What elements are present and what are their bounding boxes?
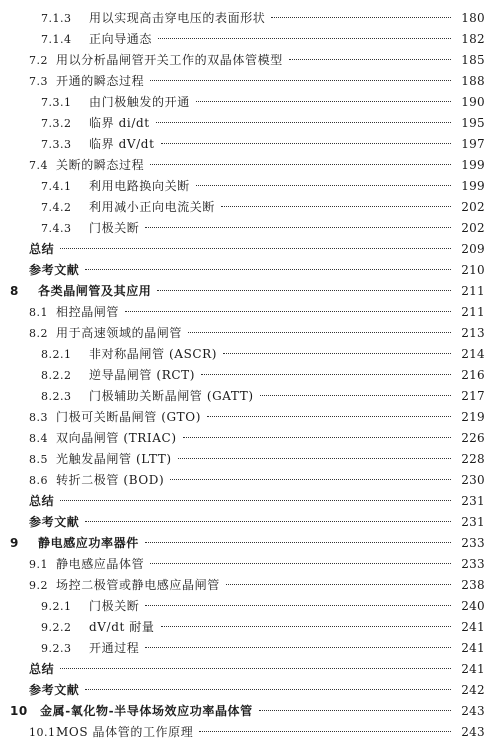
- dot-leader: [221, 206, 451, 207]
- toc-entry-title: 用于高速领域的晶闸管: [56, 326, 183, 340]
- toc-entry-title: 金属-氧化物-半导体场效应功率晶体管: [40, 704, 253, 718]
- dot-leader: [145, 605, 451, 606]
- dot-leader: [60, 500, 451, 501]
- dot-leader: [207, 416, 451, 417]
- dot-leader: [60, 668, 451, 669]
- toc-entry-title: 参考文献: [29, 263, 80, 277]
- dot-leader: [85, 269, 451, 270]
- toc-entry-title: 总结: [29, 494, 55, 508]
- dot-leader: [85, 689, 451, 690]
- toc-entry-page-number: 188: [461, 74, 485, 88]
- toc-entry-page-number: 217: [461, 389, 485, 403]
- toc-entry-title: 双向晶闸管 (TRIAC): [56, 431, 177, 445]
- toc-entry-page-number: 182: [461, 32, 485, 46]
- dot-leader: [178, 458, 451, 459]
- dot-leader: [85, 521, 451, 522]
- toc-entry-number: 7.1.4: [41, 33, 72, 46]
- dot-leader: [156, 122, 451, 123]
- toc-entry-page-number: 216: [461, 368, 485, 382]
- toc-entry-title: 相控晶闸管: [56, 305, 120, 319]
- dot-leader: [170, 479, 451, 480]
- toc-entry-page-number: 241: [461, 620, 485, 634]
- toc-section-entry: [0, 598, 499, 614]
- toc-entry-title: 用以分析晶闸管开关工作的双晶体管模型: [56, 53, 283, 67]
- dot-leader: [150, 164, 451, 165]
- toc-entry-title: 利用电路换向关断: [89, 179, 190, 193]
- toc-entry-number: 8.4: [29, 432, 48, 445]
- toc-entry-number: 10.1: [29, 726, 56, 739]
- toc-entry-page-number: 202: [461, 200, 485, 214]
- toc-entry-title: 门极辅助关断晶闸管 (GATT): [89, 389, 254, 403]
- toc-entry-title: 正向导通态: [89, 32, 153, 46]
- toc-section-entry: [0, 640, 499, 656]
- dot-leader: [161, 143, 451, 144]
- toc-entry-number: 9.1: [29, 558, 48, 571]
- toc-entry-title: 参考文献: [29, 515, 80, 529]
- toc-entry-page-number: 219: [461, 410, 485, 424]
- toc-entry-page-number: 197: [461, 137, 485, 151]
- toc-entry-title: 开通的瞬态过程: [56, 74, 145, 88]
- toc-entry-page-number: 195: [461, 116, 485, 130]
- toc-section-entry: [0, 577, 499, 593]
- toc-entry-title: 场控二极管或静电感应晶闸管: [56, 578, 220, 592]
- dot-leader: [199, 731, 451, 732]
- toc-entry-page-number: 241: [461, 641, 485, 655]
- toc-entry-page-number: 180: [461, 11, 485, 25]
- toc-entry-number: 8.2.2: [41, 369, 72, 382]
- toc-entry-number: 7.3.2: [41, 117, 72, 130]
- toc-entry-title: 总结: [29, 242, 55, 256]
- toc-entry-number: 8.2.3: [41, 390, 72, 403]
- toc-entry-number: 9.2.2: [41, 621, 72, 634]
- toc-section-entry: [0, 388, 499, 404]
- dot-leader: [60, 248, 451, 249]
- toc-entry-page-number: 209: [461, 242, 485, 256]
- toc-entry-title: 总结: [29, 662, 55, 676]
- toc-entry-title: 临界 dV/dt: [89, 137, 155, 151]
- toc-entry-page-number: 228: [461, 452, 485, 466]
- dot-leader: [226, 584, 451, 585]
- toc-section-entry: [0, 136, 499, 152]
- dot-leader: [201, 374, 451, 375]
- toc-entry-page-number: 240: [461, 599, 485, 613]
- toc-backmatter-entry: [0, 682, 499, 698]
- toc-entry-page-number: 230: [461, 473, 485, 487]
- toc-section-entry: [0, 52, 499, 68]
- toc-entry-number: 7.4.1: [41, 180, 72, 193]
- toc-section-entry: [0, 724, 499, 740]
- dot-leader: [145, 542, 451, 543]
- dot-leader: [183, 437, 451, 438]
- toc-entry-title: 由门极触发的开通: [89, 95, 190, 109]
- toc-entry-page-number: 238: [461, 578, 485, 592]
- toc-entry-title: dV/dt 耐量: [89, 620, 155, 634]
- dot-leader: [157, 290, 451, 291]
- toc-entry-title: 参考文献: [29, 683, 80, 697]
- toc-backmatter-entry: [0, 262, 499, 278]
- toc-entry-number: 7.3: [29, 75, 48, 88]
- toc-entry-page-number: 210: [461, 263, 485, 277]
- toc-section-entry: [0, 73, 499, 89]
- toc-entry-number: 9.2.3: [41, 642, 72, 655]
- toc-entry-number: 7.4.2: [41, 201, 72, 214]
- dot-leader: [158, 38, 451, 39]
- dot-leader: [150, 563, 451, 564]
- toc-section-entry: [0, 619, 499, 635]
- toc-entry-page-number: 213: [461, 326, 485, 340]
- toc-section-entry: [0, 367, 499, 383]
- toc-chapter-entry: [0, 283, 499, 299]
- toc-entry-title: 静电感应功率器件: [38, 536, 139, 550]
- dot-leader: [196, 101, 451, 102]
- toc-entry-title: 光触发晶闸管 (LTT): [56, 452, 172, 466]
- toc-entry-number: 7.2: [29, 54, 48, 67]
- toc-backmatter-entry: [0, 241, 499, 257]
- dot-leader: [260, 395, 451, 396]
- toc-entry-title: 逆导晶闸管 (RCT): [89, 368, 195, 382]
- toc-section-entry: [0, 325, 499, 341]
- toc-section-entry: [0, 31, 499, 47]
- toc-entry-number: 7.1.3: [41, 12, 72, 25]
- toc-chapter-entry: [0, 535, 499, 551]
- dot-leader: [125, 311, 451, 312]
- toc-entry-number: 8.2.1: [41, 348, 72, 361]
- toc-entry-title: 转折二极管 (BOD): [56, 473, 165, 487]
- toc-entry-title: 利用减小正向电流关断: [89, 200, 216, 214]
- toc-backmatter-entry: [0, 661, 499, 677]
- toc-entry-page-number: 233: [461, 536, 485, 550]
- dot-leader: [150, 80, 451, 81]
- toc-entry-page-number: 199: [461, 179, 485, 193]
- toc-section-entry: [0, 451, 499, 467]
- toc-entry-number: 8.1: [29, 306, 48, 319]
- toc-entry-number: 9: [10, 536, 19, 550]
- toc-entry-number: 7.4: [29, 159, 48, 172]
- toc-backmatter-entry: [0, 514, 499, 530]
- dot-leader: [223, 353, 451, 354]
- toc-entry-page-number: 185: [461, 53, 485, 67]
- toc-entry-page-number: 242: [461, 683, 485, 697]
- toc-entry-title: 门极关断: [89, 221, 140, 235]
- toc-section-entry: [0, 94, 499, 110]
- toc-entry-page-number: 190: [461, 95, 485, 109]
- toc-entry-number: 8.6: [29, 474, 48, 487]
- toc-entry-number: 7.4.3: [41, 222, 72, 235]
- toc-section-entry: [0, 346, 499, 362]
- toc-entry-number: 9.2.1: [41, 600, 72, 613]
- toc-entry-number: 8.2: [29, 327, 48, 340]
- toc-entry-title: 关断的瞬态过程: [56, 158, 145, 172]
- toc-entry-page-number: 243: [461, 704, 485, 718]
- toc-entry-page-number: 226: [461, 431, 485, 445]
- toc-section-entry: [0, 157, 499, 173]
- toc-entry-title: 用以实现高击穿电压的表面形状: [89, 11, 266, 25]
- dot-leader: [259, 710, 451, 711]
- dot-leader: [289, 59, 451, 60]
- toc-chapter-entry: [0, 703, 499, 719]
- dot-leader: [271, 17, 451, 18]
- toc-entry-title: 门极关断: [89, 599, 140, 613]
- toc-entry-number: 10: [10, 704, 28, 718]
- toc-section-entry: [0, 220, 499, 236]
- dot-leader: [145, 227, 451, 228]
- toc-backmatter-entry: [0, 493, 499, 509]
- toc-section-entry: [0, 199, 499, 215]
- toc-entry-page-number: 231: [461, 515, 485, 529]
- toc-entry-title: 门极可关断晶闸管 (GTO): [56, 410, 202, 424]
- toc-entry-number: 7.3.3: [41, 138, 72, 151]
- toc-entry-title: 各类晶闸管及其应用: [38, 284, 152, 298]
- toc-entry-title: 开通过程: [89, 641, 140, 655]
- toc-section-entry: [0, 304, 499, 320]
- toc-entry-number: 8.5: [29, 453, 48, 466]
- toc-entry-page-number: 231: [461, 494, 485, 508]
- toc-entry-title: 临界 di/dt: [89, 116, 150, 130]
- toc-entry-page-number: 199: [461, 158, 485, 172]
- toc-section-entry: [0, 472, 499, 488]
- toc-entry-page-number: 211: [461, 284, 485, 298]
- toc-entry-title: 非对称晶闸管 (ASCR): [89, 347, 218, 361]
- toc-entry-page-number: 214: [461, 347, 485, 361]
- toc-entry-number: 8: [10, 284, 19, 298]
- toc-section-entry: [0, 430, 499, 446]
- toc-entry-number: 7.3.1: [41, 96, 72, 109]
- dot-leader: [196, 185, 451, 186]
- toc-entry-number: 8.3: [29, 411, 48, 424]
- toc-entry-page-number: 233: [461, 557, 485, 571]
- toc-entry-title: 静电感应晶体管: [56, 557, 145, 571]
- toc-section-entry: [0, 409, 499, 425]
- toc-section-entry: [0, 115, 499, 131]
- toc-entry-page-number: 211: [461, 305, 485, 319]
- dot-leader: [145, 647, 451, 648]
- toc-entry-title: MOS 晶体管的工作原理: [56, 725, 194, 739]
- toc-entry-number: 9.2: [29, 579, 48, 592]
- toc-section-entry: [0, 178, 499, 194]
- toc-entry-page-number: 241: [461, 662, 485, 676]
- toc-entry-page-number: 202: [461, 221, 485, 235]
- dot-leader: [161, 626, 451, 627]
- toc-section-entry: [0, 10, 499, 26]
- toc-entry-page-number: 243: [461, 725, 485, 739]
- dot-leader: [188, 332, 451, 333]
- toc-section-entry: [0, 556, 499, 572]
